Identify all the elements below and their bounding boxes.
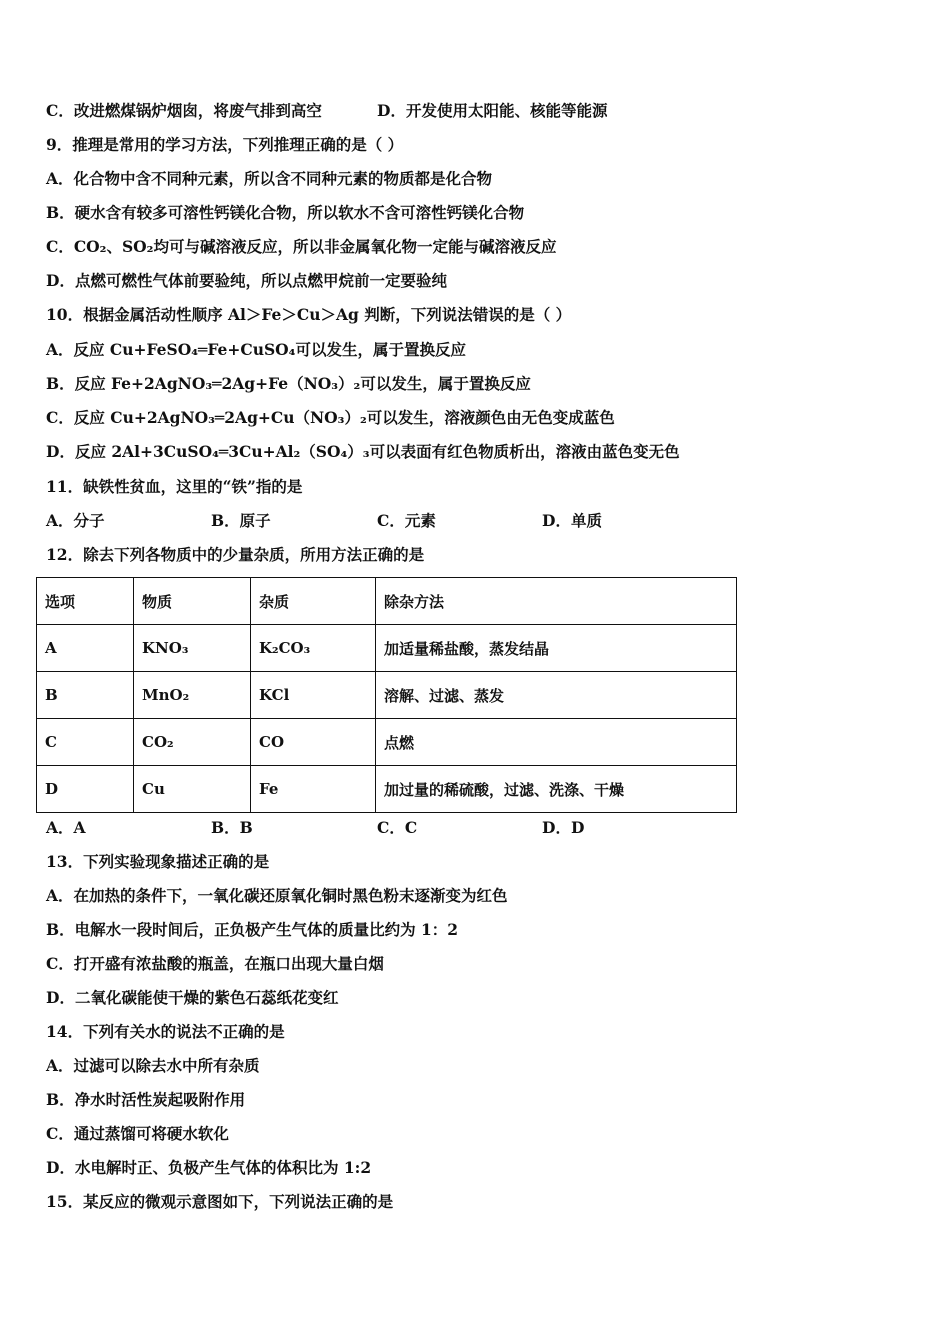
table-cell: KCl: [251, 672, 376, 719]
q9-stem: 9．推理是常用的学习方法，下列推理正确的是（ ）: [46, 135, 404, 154]
table-cell: 溶解、过滤、蒸发: [376, 672, 737, 719]
table-row: [37, 766, 737, 813]
q9-option-c: C．CO₂、SO₂均可与碱溶液反应，所以非金属氧化物一定能与碱溶液反应: [46, 237, 557, 256]
q11-stem: 11．缺铁性贫血，这里的“铁”指的是: [46, 477, 303, 496]
table-header-cell: 除杂方法: [376, 578, 737, 625]
q11-option-a: A．分子: [46, 511, 105, 530]
q12-option-d: D．D: [542, 818, 585, 837]
q13-option-b: B．电解水一段时间后，正负极产生气体的质量比约为 1：2: [46, 920, 459, 939]
table-header-cell: 选项: [37, 578, 134, 625]
q13-option-c: C．打开盛有浓盐酸的瓶盖，在瓶口出现大量白烟: [46, 954, 384, 973]
table-cell: Cu: [134, 766, 251, 813]
q11-option-b: B．原子: [211, 511, 271, 530]
impurity-removal-table: [36, 577, 737, 813]
table-row: [37, 719, 737, 766]
q10-stem: 10．根据金属活动性顺序 Al＞Fe＞Cu＞Ag 判断，下列说法错误的是（ ）: [46, 305, 572, 324]
table-cell: KNO₃: [134, 625, 251, 672]
q14-option-d: D．水电解时正、负极产生气体的体积比为 1:2: [46, 1158, 372, 1177]
q12-option-a: A．A: [46, 818, 86, 837]
q11-option-c: C．元素: [377, 511, 436, 530]
q8-option-c: C．改进燃煤锅炉烟囱，将废气排到高空: [46, 101, 322, 120]
q9-option-d: D．点燃可燃性气体前要验纯，所以点燃甲烷前一定要验纯: [46, 271, 447, 290]
table-header-cell: 物质: [134, 578, 251, 625]
q10-option-a: A．反应 Cu+FeSO₄═Fe+CuSO₄可以发生，属于置换反应: [46, 340, 466, 359]
q12-option-c: C．C: [377, 818, 418, 837]
q10-option-b: B．反应 Fe+2AgNO₃═2Ag+Fe（NO₃）₂可以发生，属于置换反应: [46, 374, 531, 393]
q14-option-a: A．过滤可以除去水中所有杂质: [46, 1056, 260, 1075]
table-header-row: [37, 578, 737, 625]
q14-option-c: C．通过蒸馏可将硬水软化: [46, 1124, 229, 1143]
table-cell: CO₂: [134, 719, 251, 766]
q13-option-a: A．在加热的条件下，一氧化碳还原氧化铜时黑色粉末逐渐变为红色: [46, 886, 508, 905]
q14-option-b: B．净水时活性炭起吸附作用: [46, 1090, 246, 1109]
table-cell: 加过量的稀硫酸，过滤、洗涤、干燥: [376, 766, 737, 813]
q8-option-d: D．开发使用太阳能、核能等能源: [377, 101, 608, 120]
q12-option-b: B．B: [211, 818, 253, 837]
table-row: [37, 672, 737, 719]
q9-option-a: A．化合物中含不同种元素，所以含不同种元素的物质都是化合物: [46, 169, 493, 188]
table-cell: 加适量稀盐酸，蒸发结晶: [376, 625, 737, 672]
q10-option-c: C．反应 Cu+2AgNO₃═2Ag+Cu（NO₃）₂可以发生，溶液颜色由无色变成蓝色: [46, 408, 615, 427]
table-cell: Fe: [251, 766, 376, 813]
q13-option-d: D．二氧化碳能使干燥的紫色石蕊纸花变红: [46, 988, 339, 1007]
q9-option-b: B．硬水含有较多可溶性钙镁化合物，所以软水不含可溶性钙镁化合物: [46, 203, 525, 222]
table-cell: CO: [251, 719, 376, 766]
q13-stem: 13．下列实验现象描述正确的是: [46, 852, 270, 871]
table-header-cell: 杂质: [251, 578, 376, 625]
table-row: [37, 625, 737, 672]
table-cell: B: [37, 672, 134, 719]
q15-stem: 15．某反应的微观示意图如下，下列说法正确的是: [46, 1192, 394, 1211]
q12-stem: 12．除去下列各物质中的少量杂质，所用方法正确的是: [46, 545, 425, 564]
table-cell: D: [37, 766, 134, 813]
q14-stem: 14．下列有关水的说法不正确的是: [46, 1022, 285, 1041]
q11-option-d: D．单质: [542, 511, 602, 530]
table-cell: C: [37, 719, 134, 766]
q10-option-d: D．反应 2Al+3CuSO₄═3Cu+Al₂（SO₄）₃可以表面有红色物质析出，溶液由蓝色变无色: [46, 442, 680, 461]
table-cell: A: [37, 625, 134, 672]
table-cell: MnO₂: [134, 672, 251, 719]
table-cell: 点燃: [376, 719, 737, 766]
table-cell: K₂CO₃: [251, 625, 376, 672]
